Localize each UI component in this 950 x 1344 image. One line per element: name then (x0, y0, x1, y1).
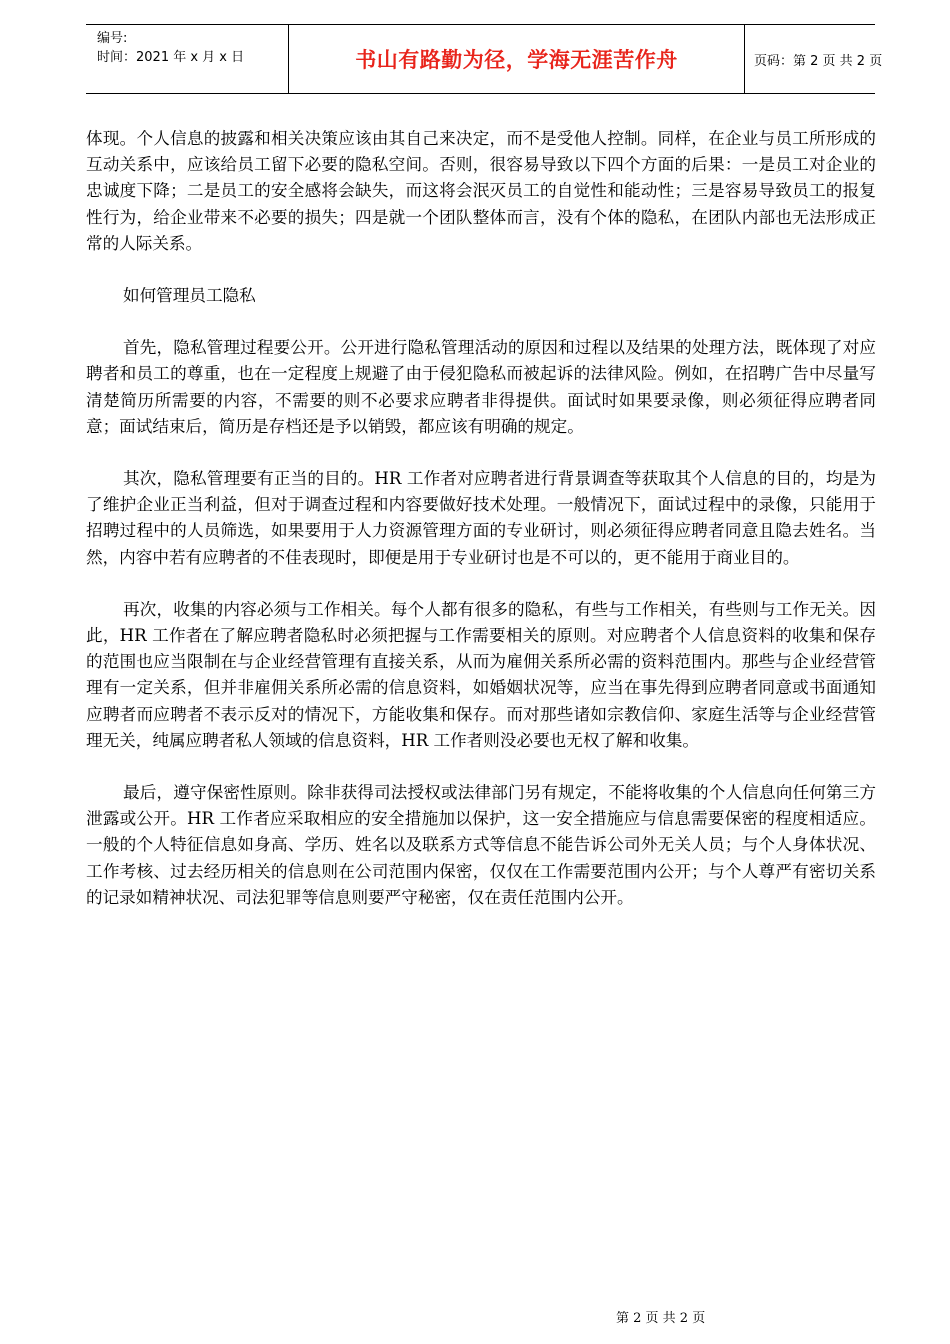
body-paragraph-5: 最后，遵守保密性原则。除非获得司法授权或法律部门另有规定，不能将收集的个人信息向任何第三方泄露或公开。HR 工作者应采取相应的安全措施加以保护，这一安全措施应与信息需要保密的程度相适应。一般的个人特征信息如身高、学历、姓名以及联系方式等信息不能告诉公司外无关人员；与个人身体状况、工作考核、过去经历相关的信息则在公司范围内保密，仅仅在工作需要范围内公开；与个人尊严有密切关系的记录如精神状况、司法犯罪等信息则要严守秘密，仅在责任范围内公开。 (86, 783, 876, 907)
document-time-label: 时间：2021 年 x 月 x 日 (97, 50, 245, 65)
document-number-label: 编号: (97, 31, 128, 46)
body-paragraph-3: 其次，隐私管理要有正当的目的。HR 工作者对应聘者进行背景调查等获取其个人信息的目的，均是为了维护企业正当利益，但对于调查过程和内容要做好技术处理。一般情况下，面试过程中的录像，只能用于招聘过程中的人员筛选，如果要用于人力资源管理方面的专业研讨，则必须征得应聘者同意且隐去姓名。当然，内容中若有应聘者的不佳表现时，即便是用于专业研讨也是不可以的，更不能用于商业目的。 (86, 469, 876, 567)
header-page-number: 页码：第 2 页 共 2 页 (754, 53, 883, 69)
body-paragraph-4: 再次，收集的内容必须与工作相关。每个人都有很多的隐私，有些与工作相关，有些则与工作无关。因此，HR 工作者在了解应聘者隐私时必须把握与工作需要相关的原则。对应聘者个人信息资料的收集和保存的范围也应当限制在与企业经营管理有直接关系，从而为雇佣关系所必需的资料范围内。那些与企业经营管理有一定关系，但并非雇佣关系所必需的信息资料，如婚姻状况等，应当在事先得到应聘者同意或书面通知应聘者而应聘者不表示反对的情况下，方能收集和保存。而对那些诸如宗教信仰、家庭生活等与企业经营管理无关，纯属应聘者私人领域的信息资料，HR 工作者则没必要也无权了解和收集。 (86, 599, 876, 750)
header-motto: 书山有路勤为径，学海无涯苦作舟 (288, 25, 745, 93)
page-footer: 第 2 页 共 2 页 (616, 1311, 706, 1326)
body-paragraph-1: 体现。个人信息的披露和相关决策应该由其自己来决定，而不是受他人控制。同样，在企业与员工所形成的互动关系中，应该给员工留下必要的隐私空间。否则，很容易导致以下四个方面的后果：一是员工对企业的忠诚度下降；二是员工的安全感将会缺失，而这将会泯灭员工的自觉性和能动性；三是容易导致员工的报复性行为，给企业带来不必要的损失；四是就一个团队整体而言，没有个体的隐私，在团队内部也无法形成正常的人际关系。 (86, 129, 876, 253)
document-body (86, 126, 876, 937)
header-meta (86, 25, 288, 93)
body-paragraph-2: 首先，隐私管理过程要公开。公开进行隐私管理活动的原因和过程以及结果的处理方法，既体现了对应聘者和员工的尊重，也在一定程度上规避了由于侵犯隐私而被起诉的法律风险。例如，在招聘广告中尽量写清楚简历所需要的内容，不需要的则不必要求应聘者非得提供。面试时如果要录像，则必须征得应聘者同意；面试结束后，简历是存档还是予以销毁，都应该有明确的规定。 (86, 338, 876, 436)
section-heading: 如何管理员工隐私 (123, 286, 256, 306)
page-header (86, 24, 883, 94)
